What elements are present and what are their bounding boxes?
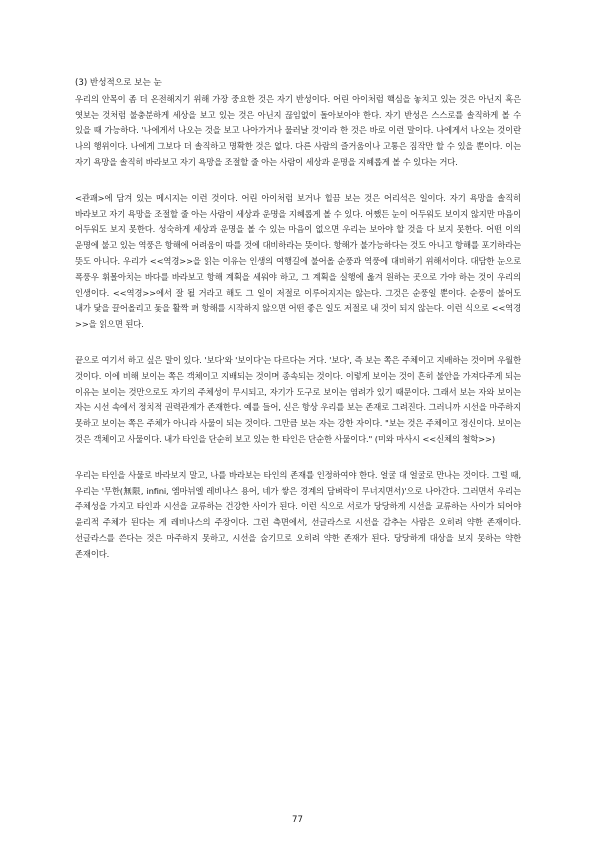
paragraph-1: 우리의 안목이 좀 더 온전해지기 위해 가장 중요한 것은 자기 반성이다. 어린 아이처럼 핵심을 놓치고 있는 것은 아닌지 혹은 엿보는 것처럼 불충분하게 세상을 보고 있는 것은 아닌지 끊임없이 돌아보아야 한다. 자기 반성은 스스로를 솔직하게 볼 수 있을 때 가능하다. '나에게서 나오는 것을 보고 나아가거나 물러날 것'이라 한 것은 바로 이런 말이다. 나에게서 나오는 것이란 나의 행위이다. 나에게 그보다 더 솔직하고 명확한 것은 없다. 다른 사람의 즐거움이나 고통은 짐작만 할 수 있을 뿐이다. 이는 자기 욕망을 솔직히 바라보고 자기 욕망을 조절할 줄 아는 사람이 세상과 운명을 지혜롭게 볼 수 있다는 거다.	[75, 93, 521, 167]
page-number: 77	[292, 815, 303, 825]
section-heading: (3) 반성적으로 보는 눈	[75, 78, 162, 88]
paragraph-3: 끝으로 여기서 하고 싶은 말이 있다. '보다'와 '보이다'는 다르다는 거다. '보다', 즉 보는 쪽은 주체이고 지배하는 것이며 우월한 것이다. 이에 비해 보이는 쪽은 객체이고 지배되는 것이며 종속되는 것이다. 이렇게 보이는 것이 흔히 불안을 가져다주게 되는 이유는 보이는 것만으로도 자기의 주체성이 무시되고, 자기가 도구로 보이는 염려가 있기 때문이다. 그래서 보는 자와 보이는 자는 시선 속에서 정치적 권력관계가 존재한다. 예를 들어, 신은 항상 우리를 보는 존재로 그려진다. 그러니까 시선을 마주하지 못하고 보이는 쪽은 주체가 아니라 사물이 되는 것이다. 그만큼 보는 자는 강한 자이다. "보는 것은 주체이고 정신이다. 보이는 것은 객체이고 사물이다. 내가 타인을 단순히 보고 있는 한 타인은 단순한 사물이다." (미와 마사시 <<신체의 철학>>)	[75, 354, 521, 444]
document-body	[75, 76, 521, 583]
paragraph-2: <관괘>에 담겨 있는 메시지는 이런 것이다. 어린 아이처럼 보거나 힐끔 보는 것은 어리석은 일이다. 자기 욕망을 솔직히 바라보고 자기 욕망을 조절할 줄 아는 사람이 세상과 운명을 지혜롭게 볼 수 있다. 어쨌든 눈이 어두워도 보이지 않지만 마음이 어두워도 보지 못한다. 성숙하게 세상과 운명을 볼 수 있는 마음이 없으면 우리는 보아야 할 것을 다 보지 못한다. 어떤 이의 운명에 불고 있는 역풍은 항해에 어려움이 따를 것에 대비하라는 뜻이다. 항해가 불가능하다는 것도 아니고 항해를 포기하라는 뜻도 아니다. 우리가 <<역경>>을 읽는 이유는 인생의 여행길에 불어올 순풍과 역풍에 대비하기 위해서이다. 대담한 눈으로 폭풍우 휘몰아치는 바다를 바라보고 항해 계획을 세워야 하고, 그 계획을 실행에 옮겨 원하는 곳으로 가야 하는 것이 우리의 인생이다. <<역경>>에서 잘 될 거라고 해도 그 일이 저절로 이루어지지는 않는다. 그것은 순풍일 뿐이다. 순풍이 불어도 내가 닻을 끌어올리고 돛을 활짝 펴 항해를 시작하지 않으면 어떤 좋은 일도 저절로 내 것이 되지 않는다. 이런 식으로 <<역경>>을 읽으면 된다.	[75, 192, 521, 330]
paragraph-4: 우리는 타인을 사물로 바라보지 말고, 나를 바라보는 타인의 존재를 인정하여야 한다. 얼굴 대 얼굴로 만나는 것이다. 그럴 때, 우리는 '무한(無限, infini, 엠마뉘엘 레비나스 용어, 네가 쌓은 경계의 담벼락이 무너지면서)'으로 나아간다. 그러면서 우리는 주체성을 가지고 타인과 시선을 교류하는 건강한 사이가 된다. 이런 식으로 서로가 당당하게 시선을 교류하는 사이가 되어야 윤리적 주체가 된다는 게 레비나스의 주장이다. 그런 측면에서, 선글라스로 시선을 감추는 사람은 오히려 약한 존재이다. 선글라스를 쓴다는 것은 마주하지 못하고, 시선을 숨기므로 오히려 약한 존재가 된다. 당당하게 대상을 보지 못하는 약한 존재이다.	[75, 469, 521, 559]
